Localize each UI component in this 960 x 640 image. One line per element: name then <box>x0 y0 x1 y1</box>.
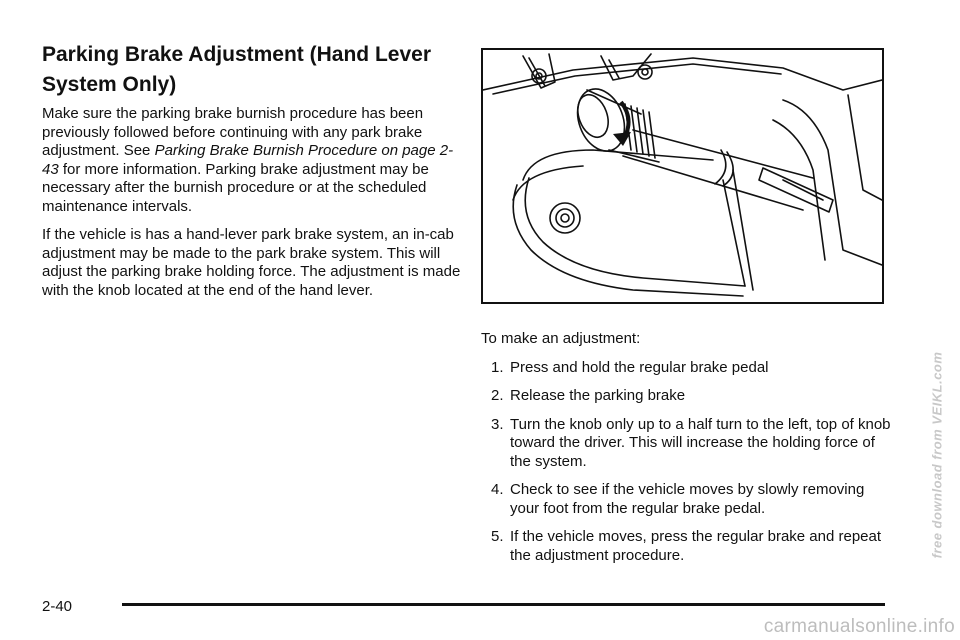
step-item <box>481 359 891 378</box>
hand-lever-drawing <box>483 50 882 302</box>
step-text: If the vehicle moves, press the regular brake and repeat the adjustment procedure. <box>510 528 882 564</box>
cross-reference-link[interactable]: Parking Brake Burnish Procedure on page 2-43 <box>42 142 454 178</box>
vertical-watermark <box>922 330 952 580</box>
page-number: 2-40 <box>42 598 73 615</box>
section-heading: Parking Brake Adjustment (Hand Lever System Only) <box>42 43 431 96</box>
adjustment-procedure <box>481 330 891 575</box>
bottom-watermark: carmanualsonline.info <box>763 616 955 637</box>
step-number: 5. <box>491 528 504 545</box>
step-item <box>481 481 891 518</box>
step-text: Release the parking brake <box>510 387 686 404</box>
paragraph-text: Make sure the parking brake burnish procedure has been previously followed before continuing with any park brake adjustment. See <box>42 105 424 159</box>
step-number: 4. <box>491 481 504 498</box>
footer-divider <box>122 603 885 606</box>
steps-list <box>481 359 891 566</box>
step-number: 1. <box>491 358 504 376</box>
vertical-watermark-text: free download from VEIKL.com <box>929 351 945 559</box>
procedure-intro: To make an adjustment: <box>481 330 641 347</box>
step-text: Press and hold the regular brake pedal <box>510 358 769 376</box>
step-text: Turn the knob only up to a half turn to the left, top of knob toward the driver. This will increase the holding force of the system. <box>510 415 891 470</box>
step-item <box>481 387 891 406</box>
arrow-head-icon <box>613 132 631 146</box>
hand-lever-illustration <box>481 48 884 304</box>
step-number: 3. <box>491 415 504 433</box>
step-number: 2. <box>491 387 504 404</box>
paragraph-burnish-note <box>42 105 462 216</box>
paragraph-hand-lever: If the vehicle is has a hand-lever park brake system, an in-cab adjustment may be made to the park brake system. This will adjust the parking brake holding force. The adjustment is made with the knob located at the end of the hand lever. <box>42 226 461 299</box>
step-item <box>481 528 891 565</box>
paragraph-text: for more information. Parking brake adjustment may be necessary after the burnish procedure or at the scheduled maintenance intervals. <box>42 160 429 215</box>
step-item <box>481 416 891 472</box>
step-text: Check to see if the vehicle moves by slowly removing your foot from the regular brake pedal. <box>510 481 865 517</box>
body-text-left <box>42 105 462 310</box>
